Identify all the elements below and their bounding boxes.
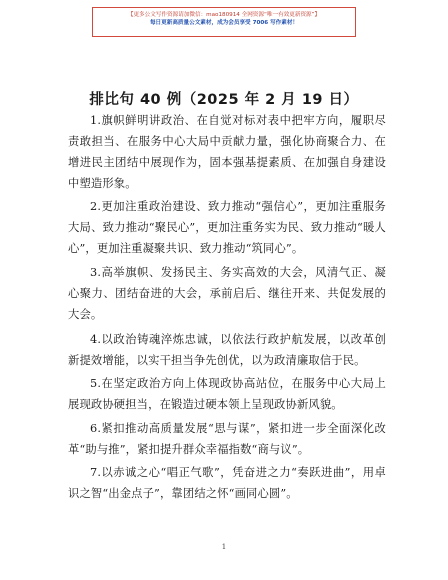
paragraph-7: 7.以赤诚之心“唱正气歌”，凭奋进之力“奏跃进曲”，用卓识之智“出金点子”，靠团结之怀“画同心圆”。 [68,466,386,500]
banner-line-1: 【更多公文写作资源请加微信：mao180914 全网资源“唯一有效更新资源”】 [127,12,321,18]
header-banner [92,7,356,37]
paragraph-4: 4.以政治铸魂淬炼忠诚，以依法行政护航发展，以改革创新提效增能，以实干担当争先创优，以为政清廉取信于民。 [68,333,386,367]
paragraph-1: 1.旗帜鲜明讲政治、在自觉对标对表中把牢方向，履职尽责敢担当、在服务中心大局中贡献力量，强化协商聚合力、在增进民主团结中展现作为，固本强基提素质、在加强自身建设中塑造形象。 [68,114,386,190]
paragraph-2: 2.更加注重政治建设、致力推动“强信心”，更加注重服务大局、致力推动“聚民心”，更加注重务实为民、致力推动“暖人心”，更加注重凝聚共识、致力推动“筑同心”。 [68,200,386,255]
document-title: 排比句 40 例（2025 年 2 月 19 日） [89,92,359,108]
paragraph-5: 5.在坚定政治方向上体现政协高站位，在服务中心大局上展现政协硬担当，在锻造过硬本领上呈现政协新风貌。 [68,377,386,411]
page-number: 1 [221,543,227,551]
paragraph-6: 6.紧扣推动高质量发展“思与谋”，紧扣进一步全面深化改革“助与推”，紧扣提升群众幸福指数“商与议”。 [68,422,386,456]
banner-line-2: 每日更新高质量公文素材，成为会员享受 7006 写作素材！ [149,20,299,27]
paragraph-3: 3.高举旗帜、发扬民主、务实高效的大会，风清气正、凝心聚力、团结奋进的大会，承前启后、继往开来、共促发展的大会。 [68,266,386,321]
